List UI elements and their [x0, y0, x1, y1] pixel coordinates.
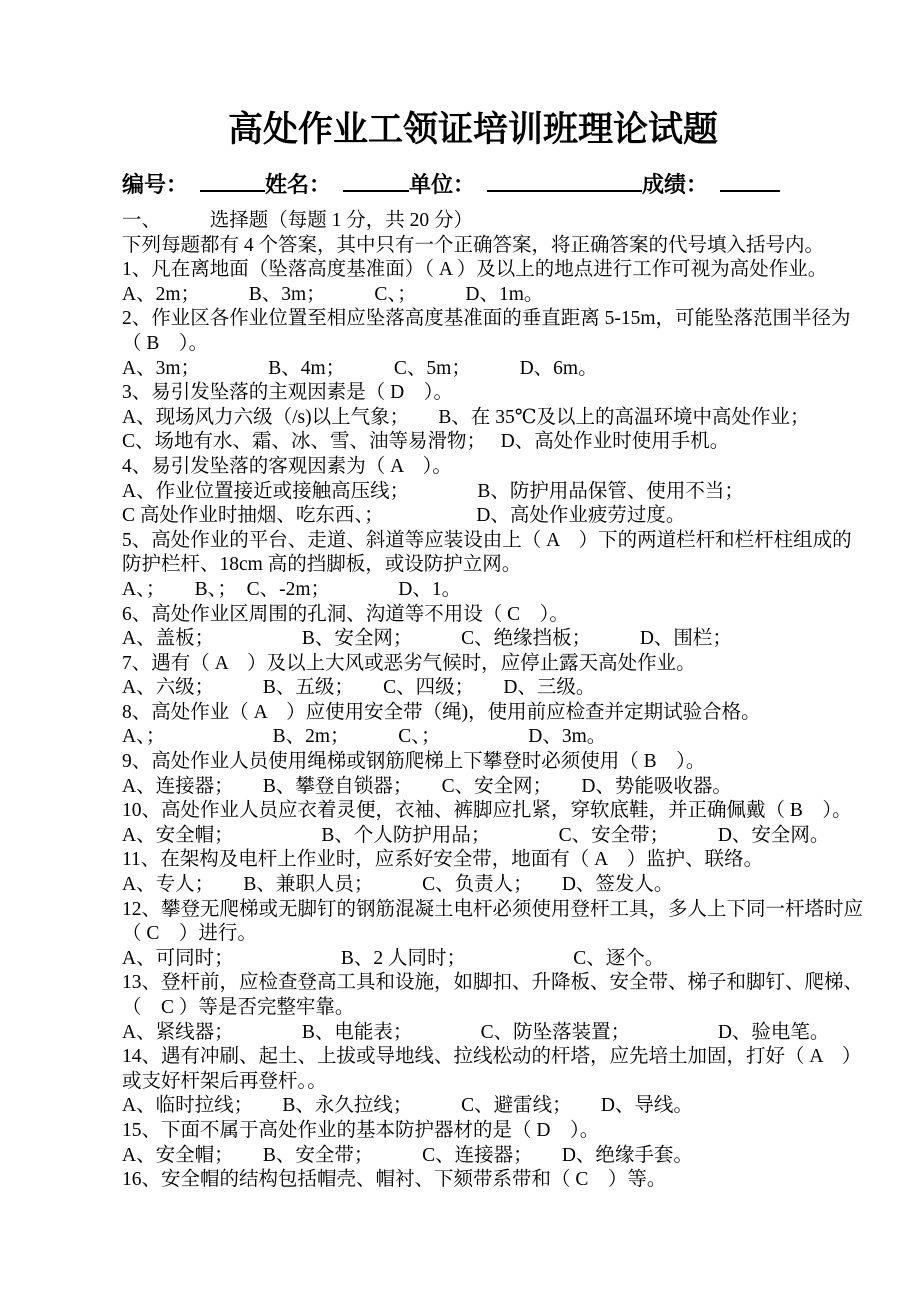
question-line: 9、高处作业人员使用绳梯或钢筋爬梯上下攀登时必须使用（ B ）。 [122, 751, 706, 773]
question-line: A、现场风力六级（/s)以上气象； B、在 35℃及以上的高温环境中高处作业； [122, 406, 810, 428]
field-label-name: 姓名： [265, 172, 332, 197]
name-blank-line [343, 168, 409, 192]
score-blank-line [720, 168, 780, 192]
question-line: （ C ）等是否完整牢靠。 [122, 997, 355, 1018]
question-line: 13、登杆前，应检查登高工具和设施，如脚扣、升降板、安全带、梯子和脚钉、爬梯、 [122, 972, 864, 994]
question-line: A、专人； B、兼职人员； C、负责人； D、签发人。 [122, 874, 674, 896]
number-blank-line [200, 168, 265, 192]
question-line: A、连接器； B、攀登自锁器； C、安全网； D、势能吸收器。 [122, 775, 732, 797]
question-line: 防护栏杆、18cm 高的挡脚板，或设防护立网。 [122, 554, 522, 576]
unit-blank-line [487, 168, 642, 192]
section-intro: 下列每题都有 4 个答案，其中只有一个正确答案，将正确答案的代号填入括号内。 [122, 234, 825, 256]
field-label-number: 编号： [122, 172, 189, 197]
question-line: A、可同时； B、2 人同时； C、逐个。 [122, 947, 665, 969]
question-line: 或支好杆架后再登杆。。 [122, 1070, 327, 1092]
question-line: A、作业位置接近或接触高压线； B、防护用品保管、使用不当； [122, 480, 744, 502]
form-header [122, 168, 824, 200]
questions [122, 258, 864, 1193]
question-line: 7、遇有（ A ）及以上大风或恶劣气候时，应停止露天高处作业。 [122, 652, 696, 674]
question-line: 8、高处作业（ A ）应使用安全带（绳)，使用前应检查并定期试验合格。 [122, 701, 761, 723]
question-line: 6、高处作业区周围的孔洞、沟道等不用设（ C ）。 [122, 603, 569, 625]
question-line: 12、攀登无爬梯或无脚钉的钢筋混凝土电杆必须使用登杆工具，多人上下同一杆塔时应 [122, 898, 864, 920]
question-line: 11、在架构及电杆上作业时，应系好安全带，地面有（ A ）监护、联络。 [122, 849, 764, 871]
question-line: A、； B、； C、-2m； D、1。 [122, 578, 462, 600]
question-line: C、场地有水、霜、冰、雪、油等易滑物； D、高处作业时使用手机。 [122, 431, 730, 453]
question-line: A、六级； B、五级； C、四级； D、三级。 [122, 677, 596, 699]
question-line: A、安全帽； B、安全带； C、连接器； D、绝缘手套。 [122, 1144, 693, 1166]
question-line: A、安全帽； B、个人防护用品； C、安全带； D、安全网。 [122, 824, 830, 846]
question-line: A、2m； B、3m； C、； D、1m。 [122, 283, 544, 305]
question-line: A、； B、2m； C、； D、3m。 [122, 726, 607, 748]
page-title: 高处作业工领证培训班理论试题 [227, 110, 718, 149]
question-line: A、盖板； B、安全网； C、绝缘挡板； D、围栏； [122, 628, 732, 650]
question-line: 2、作业区各作业位置至相应坠落高度基准面的垂直距离 5-15m，可能坠落范围半径为 [122, 308, 851, 330]
question-line: 16、安全帽的结构包括帽壳、帽衬、下颏带系带和（ C ）等。 [122, 1169, 667, 1191]
question-line: （ C ）进行。 [122, 923, 257, 945]
question-line: A、紧线器； B、电能表； C、防坠落装置； D、验电笔。 [122, 1021, 830, 1043]
question-line: C 高处作业时抽烟、吃东西、； D、高处作业疲劳过度。 [122, 505, 686, 527]
question-line: （ B ）。 [122, 332, 209, 354]
question-line: A、3m； B、4m； C、5m； D、6m。 [122, 357, 598, 379]
field-label-score: 成绩： [642, 172, 709, 197]
question-line: 3、易引发坠落的主观因素是（ D ）。 [122, 382, 453, 404]
question-line: 1、凡在离地面（坠落高度基准面）（ A ）及以上的地点进行工作可视为高处作业。 [122, 259, 828, 281]
question-line: 5、高处作业的平台、走道、斜道等应装设由上（ A ）下的两道栏杆和栏杆柱组成的 [122, 529, 852, 551]
field-label-unit: 单位： [409, 172, 476, 197]
question-line: 10、高处作业人员应衣着灵便，衣袖、裤脚应扎紧，穿软底鞋，并正确佩戴（ B ）。 [122, 800, 852, 822]
section-heading: 一、 选择题（每题 1 分，共 20 分） [122, 210, 474, 231]
question-line: 15、下面不属于高处作业的基本防护器材的是（ D ）。 [122, 1119, 600, 1141]
question-line: 4、易引发坠落的客观因素为（ A ）。 [122, 455, 452, 477]
question-line: A、临时拉线； B、永久拉线； C、避雷线； D、导线。 [122, 1095, 693, 1117]
question-line: 14、遇有冲刷、起土、上拔或导地线、拉线松动的杆塔，应先培土加固，打好（ A ） [122, 1046, 862, 1068]
